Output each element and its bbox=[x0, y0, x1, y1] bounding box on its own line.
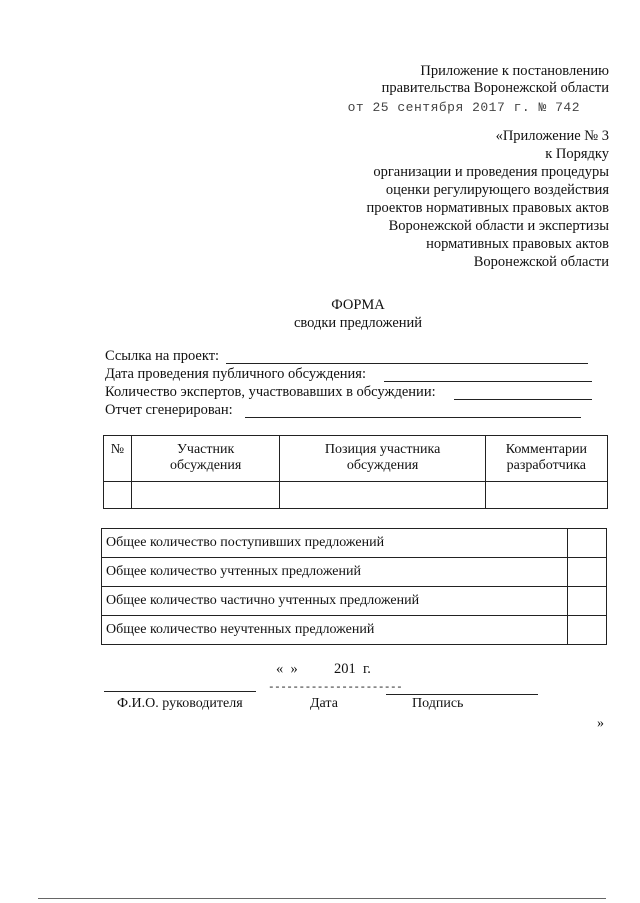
table-cell[interactable] bbox=[485, 482, 607, 509]
appendix-line: проектов нормативных правовых актов bbox=[366, 200, 609, 216]
summary-label: Общее количество частично учтенных предложений bbox=[102, 587, 568, 616]
appendix-line: нормативных правовых актов bbox=[426, 236, 609, 252]
header-line-2: правительства Воронежской области bbox=[381, 80, 609, 96]
summary-label: Общее количество поступивших предложений bbox=[102, 529, 568, 558]
experts-field-label: Количество экспертов, участвовавших в обсуждении: bbox=[105, 384, 436, 400]
column-position: Позиция участника обсуждения bbox=[280, 436, 485, 482]
header-stamp: от 25 сентября 2017 г. № 742 bbox=[347, 100, 580, 115]
table-cell[interactable] bbox=[131, 482, 280, 509]
summary-row bbox=[102, 529, 607, 558]
experts-field-line[interactable] bbox=[454, 399, 592, 400]
appendix-block bbox=[366, 128, 609, 272]
appendix-line: к Порядку bbox=[545, 146, 609, 162]
proposals-table bbox=[103, 435, 608, 509]
footer-date-line: « » 201 г. bbox=[276, 661, 371, 677]
form-subtitle: сводки предложений bbox=[293, 315, 423, 331]
link-field-label: Ссылка на проект: bbox=[105, 348, 220, 364]
summary-value-cell[interactable] bbox=[568, 587, 607, 616]
signature-line[interactable] bbox=[386, 694, 538, 695]
signature-label: Подпись bbox=[412, 696, 464, 711]
summary-row bbox=[102, 558, 607, 587]
table-row bbox=[104, 482, 608, 509]
summary-value-cell[interactable] bbox=[568, 529, 607, 558]
appendix-line: «Приложение № 3 bbox=[495, 128, 609, 144]
appendix-line: Воронежской области bbox=[473, 254, 609, 270]
appendix-line: оценки регулирующего воздействия bbox=[385, 182, 609, 198]
summary-value-cell[interactable] bbox=[568, 616, 607, 645]
report-field-label: Отчет сгенерирован: bbox=[105, 402, 233, 418]
header-line-1: Приложение к постановлению bbox=[420, 63, 609, 79]
date-field-line[interactable] bbox=[384, 381, 592, 382]
table-cell[interactable] bbox=[104, 482, 132, 509]
summary-label: Общее количество неучтенных предложений bbox=[102, 616, 568, 645]
report-field-line[interactable] bbox=[245, 417, 581, 418]
date-label: Дата bbox=[310, 696, 338, 711]
form-title: ФОРМА bbox=[331, 297, 385, 313]
table-header-row bbox=[104, 436, 608, 482]
summary-label: Общее количество учтенных предложений bbox=[102, 558, 568, 587]
table-cell[interactable] bbox=[280, 482, 485, 509]
link-field-line[interactable] bbox=[226, 363, 588, 364]
date-dashes[interactable]: ---------------------- bbox=[268, 682, 403, 694]
head-name-label: Ф.И.О. руководителя bbox=[117, 696, 243, 711]
date-field-label: Дата проведения публичного обсуждения: bbox=[105, 366, 366, 382]
appendix-line: Воронежской области и экспертизы bbox=[388, 218, 609, 234]
column-participant: Участник обсуждения bbox=[131, 436, 280, 482]
column-comments: Комментарии разработчика bbox=[485, 436, 607, 482]
bottom-divider bbox=[38, 898, 606, 899]
column-number: № bbox=[104, 436, 132, 482]
head-name-line[interactable] bbox=[104, 691, 256, 692]
closing-quote: » bbox=[597, 716, 604, 731]
summary-row bbox=[102, 616, 607, 645]
appendix-line: организации и проведения процедуры bbox=[373, 164, 609, 180]
summary-row bbox=[102, 587, 607, 616]
summary-table bbox=[101, 528, 607, 645]
summary-value-cell[interactable] bbox=[568, 558, 607, 587]
